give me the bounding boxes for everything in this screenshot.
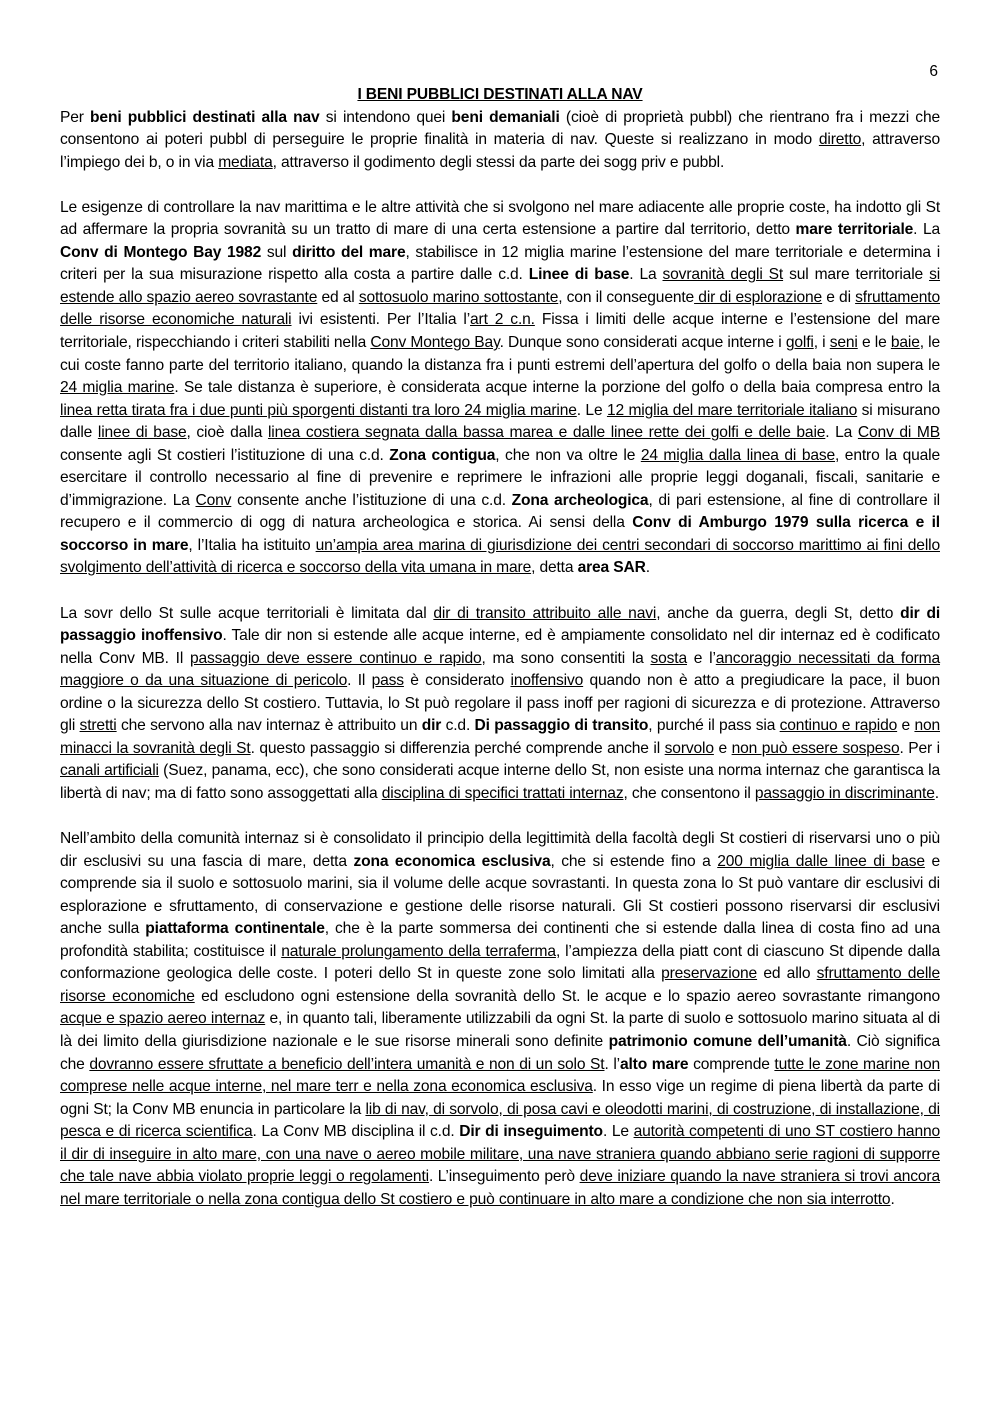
text-run: , che consentono il xyxy=(623,784,755,802)
underlined-text: non può essere sospeso xyxy=(731,739,900,757)
underlined-text: linee di base xyxy=(97,424,187,442)
text-run: . Tale dir non si estende alle acque interne, ed è ampiamente consolidato nel dir internaz ed è codificato nella Conv MB. Il xyxy=(60,627,940,667)
text-run: . xyxy=(934,784,939,802)
text-run: e, in quanto tali, liberamente utilizzabili da ogni St. la parte di suolo e sottosuolo marino situata al di là dei limito della giurisdizione nazionale e le sue risorse minerali sono definite xyxy=(60,1010,941,1050)
underlined-text: continuo e rapido xyxy=(779,717,898,735)
text-run: , i xyxy=(813,334,830,352)
text-run: , anche da guerra, degli St, detto xyxy=(656,604,901,622)
text-run: , che si estende fino a xyxy=(550,852,718,870)
bold-text: beni demaniali xyxy=(451,108,560,126)
underlined-text: 24 miglia dalla linea di base xyxy=(640,446,836,464)
bold-text: Conv di Montego Bay 1982 xyxy=(60,243,262,261)
text-run: . xyxy=(645,559,650,577)
underlined-text: baie xyxy=(890,334,920,352)
bold-text: Zona contigua xyxy=(389,446,496,464)
text-run: , le cui coste fanno parte del territorio italiano, quando la distanza fra i punti estremi dell’apertura del golfo o della baia non supera le xyxy=(60,334,941,374)
underlined-text: disciplina di specifici trattati internaz xyxy=(381,784,624,802)
underlined-text: linea retta tirata fra i due punti più sporgenti distanti tra loro 24 miglia marine xyxy=(60,401,577,419)
text-run: , attraverso il godimento degli stessi da parte dei sogg priv e pubbl. xyxy=(272,153,725,171)
underlined-text: sottosuolo marino sottostante xyxy=(358,288,559,306)
underlined-text: sfruttamento delle risorse economiche xyxy=(60,965,940,1005)
underlined-text: 24 miglia marine xyxy=(60,379,175,397)
bold-text: Di passaggio di transito xyxy=(474,717,649,735)
text-run: ed al xyxy=(317,288,359,306)
text-run: , entro la quale esercitare il controllo necessario al fine di prevenire e reprimere le infrazioni alle proprie leggi doganali, fiscali, sanitarie e d’immigrazione. La xyxy=(60,446,940,509)
underlined-text: canali artificiali xyxy=(60,762,159,780)
text-run: consente anche l’istituzione di una c.d. xyxy=(231,491,512,509)
text-run: si intendono quei xyxy=(319,108,452,126)
underlined-text: passaggio deve essere continuo e rapido xyxy=(189,649,482,667)
text-run: ivi esistenti. Per l’Italia l’ xyxy=(291,311,471,329)
text-run: , che è la parte sommersa dei continenti che si estende dalla linea di costa fino ad una profondità stabilita; costituisce il xyxy=(60,920,940,960)
underlined-text: stretti xyxy=(79,717,117,735)
bold-text: beni pubblici destinati alla nav xyxy=(90,108,320,126)
text-run: . La xyxy=(825,424,858,442)
document-title: I BENI PUBBLICI DESTINATI ALLA NAV xyxy=(357,86,643,103)
text-run: , ma sono consentiti la xyxy=(481,649,651,667)
text-run: . La xyxy=(913,221,941,239)
text-run: , detta xyxy=(531,559,578,577)
text-run: sul xyxy=(261,243,293,261)
paragraph-zona-economica-esclusiva xyxy=(60,828,940,1211)
underlined-text: sorvolo xyxy=(664,739,714,757)
text-run: e comprende sia il suolo e sottosuolo marini, sia il volume delle acque sovrastanti. In questa zona lo St può vantare dir esclusivi di esplorazione e sfruttamento, di conservazione e gestione delle risorse naturali. Gli St costieri possono riservarsi dir esclusivi anche sulla xyxy=(60,852,940,938)
underlined-text: 12 miglia del mare territoriale italiano xyxy=(606,401,858,419)
text-run: . La Conv MB disciplina il c.d. xyxy=(252,1123,460,1141)
text-run: La sovr dello St sulle acque territoriali è limitata dal xyxy=(60,604,434,622)
text-run: . Le xyxy=(602,1123,634,1141)
text-run: , con il conseguente xyxy=(558,288,695,306)
text-run: , l’ampiezza della piatt cont di ciascuno St dipende dalla conformazione geologica delle coste. I poteri dello St in queste zone solo limitati alla xyxy=(60,942,940,983)
text-run: e xyxy=(713,739,732,757)
underlined-text: non minacci la sovranità degli St xyxy=(60,717,941,757)
underlined-text: un’ampia area marina di giurisdizione dei centri secondari di soccorso marittimo ai fini dello svolgimento dell’attività di ricerca e soccorso della vita umana in mare xyxy=(60,536,940,577)
text-run: ed allo xyxy=(757,965,817,983)
bold-text: diritto del mare xyxy=(292,243,406,261)
underlined-text: ancoraggio necessitati da forma maggiore o da una situazione di pericolo xyxy=(60,649,940,690)
underlined-text: diretto xyxy=(818,131,862,149)
text-run: , purché il pass sia xyxy=(648,717,780,735)
document-body xyxy=(60,84,940,1211)
bold-text: mare territoriale xyxy=(795,221,914,239)
text-run: . La xyxy=(629,266,663,284)
underlined-text: si estende allo spazio aereo sovrastante xyxy=(60,266,941,306)
underlined-text: inoffensivo xyxy=(510,672,584,690)
text-run: Nell’ambito della comunità internaz si è consolidato il principio della legittimità della facoltà degli St costieri di riservarsi uno o più dir esclusivi su una fascia di mare, detta xyxy=(60,830,940,870)
text-run: . Le xyxy=(576,401,607,419)
text-run: (cioè di proprietà pubbl) che rientrano fra i mezzi che consentono ai poteri pubbl di perseguire le proprie finalità in materia di nav. Queste si realizzano in modo xyxy=(60,108,941,149)
text-run: . Per i xyxy=(899,739,940,757)
text-run: e le xyxy=(857,334,891,352)
text-run: ed escludono ogni estensione della sovranità dello St. le acque e lo spazio aereo sovrastante rimangono xyxy=(194,987,940,1005)
text-run: che servono alla nav internaz è attribuito un xyxy=(116,717,422,735)
text-run: quando non è atto a pregiudicare la pace, il buon ordine o la sicurezza dello St costiero. Tuttavia, lo St può regolare il pass inoff per ragioni di sicurezza e di protezione. Attraverso gli xyxy=(60,672,940,735)
text-run: . questo passaggio si differenzia perché comprende anche il xyxy=(250,739,665,757)
bold-text: Zona archeologica xyxy=(511,491,649,509)
text-run: si misurano dalle xyxy=(60,401,940,442)
paragraph-intro-beni-demaniali xyxy=(60,107,940,175)
text-run: è considerato xyxy=(403,672,511,690)
underlined-text: Conv xyxy=(195,491,232,509)
underlined-text: Conv di MB xyxy=(857,424,941,442)
text-run: comprende xyxy=(688,1055,775,1073)
text-run: . In esso vige un regime di piena libertà da parte di ogni St; la Conv MB enuncia in particolare la xyxy=(60,1078,941,1118)
text-run: , cioè dalla xyxy=(186,424,268,442)
bold-text: dir di passaggio inoffensivo xyxy=(60,604,940,645)
bold-text: piattaforma continentale xyxy=(145,920,325,938)
text-run: e xyxy=(897,717,915,735)
bold-text: dir xyxy=(421,717,442,735)
underlined-text: mediata xyxy=(218,153,273,171)
underlined-text: acque e spazio aereo internaz xyxy=(60,1010,266,1028)
underlined-text: preservazione xyxy=(661,965,758,983)
text-run: . xyxy=(890,1190,895,1208)
text-run: sul mare territoriale xyxy=(783,266,930,284)
bold-text: area SAR xyxy=(577,559,646,577)
underlined-text: 200 miglia dalle linee di base xyxy=(717,852,925,870)
text-run: consente agli St costieri l’istituzione di una c.d. xyxy=(60,446,390,464)
underlined-text: naturale prolungamento della terraferma xyxy=(281,942,556,960)
underlined-text: dovranno essere sfruttate a beneficio dell’intera umanità e non di un solo St xyxy=(89,1055,605,1073)
text-run: Le esigenze di controllare la nav marittima e le altre attività che si svolgono nel mare adiacente alle proprie coste, ha indotto gli St ad affermare la propria sovranità su un tratto di mare di una certa estensione a partire dal territorio, detto xyxy=(60,198,940,239)
underlined-text: art 2 c.n. xyxy=(470,311,535,329)
underlined-text: sfruttamento delle risorse economiche naturali xyxy=(60,288,940,329)
bold-text: alto mare xyxy=(619,1055,689,1073)
bold-text: Dir di inseguimento xyxy=(459,1123,603,1141)
text-run: , attraverso l’impiego dei b, o in via xyxy=(60,131,940,171)
text-run: Fissa i limiti delle acque interne e l’estensione del mare territoriale, rispecchiando i criteri stabiliti nella xyxy=(60,311,941,352)
underlined-text: lib di nav, di sorvolo, di posa cavi e oleodotti marini, di costruzione, di installazione, di pesca e di ricerca scientifica xyxy=(60,1100,940,1141)
underlined-text: passaggio in discriminante xyxy=(754,784,935,802)
page-number: 6 xyxy=(929,63,938,80)
bold-text: zona economica esclusiva xyxy=(353,852,551,870)
underlined-text: sosta xyxy=(650,649,688,667)
underlined-text: pass xyxy=(371,672,404,690)
text-run: . l’ xyxy=(604,1055,620,1073)
underlined-text: autorità competenti di uno ST costiero hanno il dir di inseguire in alto mare, con una nave o aereo mobile militare, una nave straniera quando abbiano serie ragioni di supporre che tale nave abbia violato proprie leggi o regolamenti xyxy=(60,1123,941,1186)
paragraph-passaggio-inoffensivo xyxy=(60,603,940,806)
underlined-text: dir di transito attribuito alle navi xyxy=(433,604,657,622)
text-run: , l’Italia ha istituito xyxy=(188,536,316,554)
bold-text: Conv di Amburgo 1979 sulla ricerca e il soccorso in mare xyxy=(60,514,940,554)
underlined-text: Conv Montego Bay xyxy=(370,334,500,352)
text-run: , che non va oltre le xyxy=(495,446,641,464)
underlined-text: sovranità degli St xyxy=(662,266,784,284)
text-run: . L’inseguimento però xyxy=(428,1168,580,1186)
underlined-text: golfi xyxy=(785,334,814,352)
text-run: (Suez, panama, ecc), che sono considerati acque interne dello St, non esiste una norma internaz che garantisca la libertà di nav; ma di fatto sono assoggettati alla xyxy=(60,762,940,802)
underlined-text: deve iniziare quando la nave straniera si trovi ancora nel mare territoriale o nella zona contigua dello St costiero e può continuare in alto mare a condizione che non sia interrotto xyxy=(60,1168,940,1208)
bold-text: patrimonio comune dell’umanità xyxy=(608,1032,847,1050)
text-run: . Dunque sono considerati acque interne i xyxy=(499,334,786,352)
text-run: Per xyxy=(60,108,91,126)
underlined-text: dir di esplorazione xyxy=(694,288,823,306)
underlined-text: seni xyxy=(829,334,858,352)
text-run: . Il xyxy=(347,672,372,690)
text-run: . Se tale distanza è superiore, è considerata acque interne la porzione del golfo o della baia compresa entro la xyxy=(174,379,940,397)
text-run: e l’ xyxy=(687,649,716,667)
text-run: . Ciò significa che xyxy=(60,1032,941,1073)
text-run: , stabilisce in 12 miglia marine l’estensione del mare territoriale e determina i criteri per la sua misurazione rispetto alla costa a partire dalle c.d. xyxy=(60,243,941,284)
underlined-text: tutte le zone marine non comprese nelle acque interne, nel mare terr e nella zona economica esclusiva xyxy=(60,1055,941,1096)
text-run: e di xyxy=(822,288,856,306)
text-run: c.d. xyxy=(441,717,475,735)
paragraph-mare-territoriale xyxy=(60,197,940,580)
text-run: , di pari estensione, al fine di controllare il recupero e il commercio di ogg di natura archeologica e storica. Ai sensi della xyxy=(60,491,940,532)
bold-text: Linee di base xyxy=(528,266,630,284)
underlined-text: linea costiera segnata dalla bassa marea e dalle linee rette dei golfi e delle baie xyxy=(267,424,826,442)
